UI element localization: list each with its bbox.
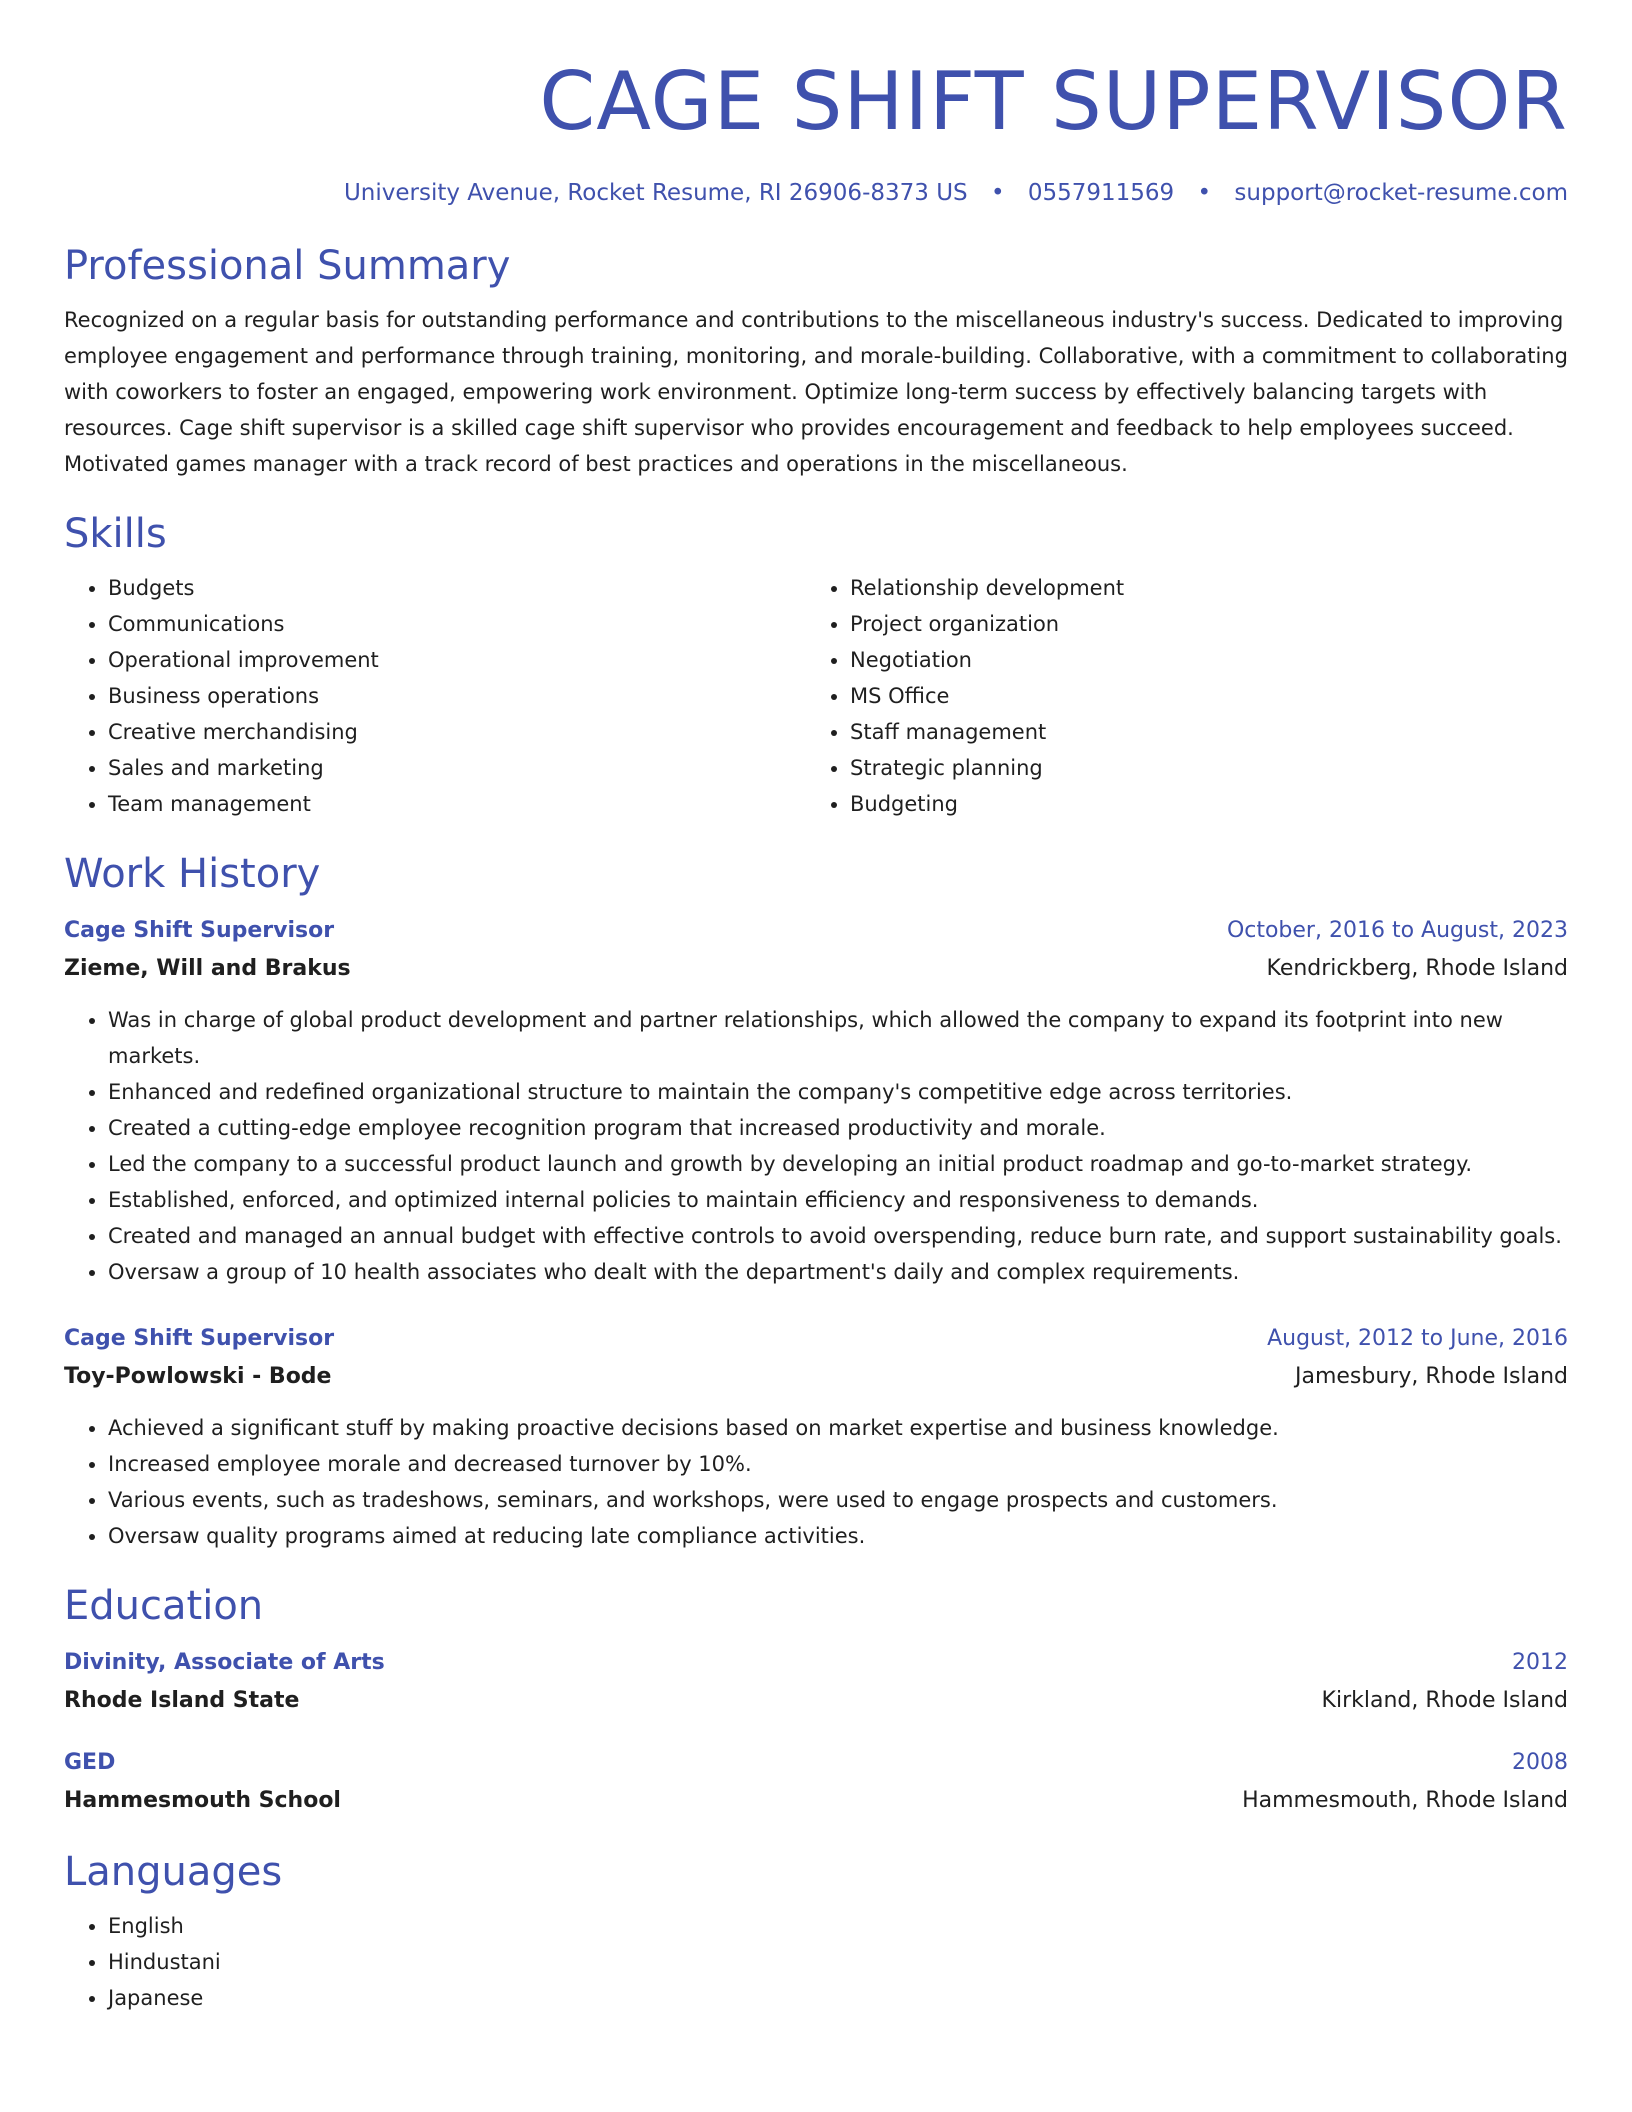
language-item: • Hindustani bbox=[108, 1944, 1568, 1980]
contact-separator: • bbox=[990, 180, 1005, 206]
section-title-skills: Skills bbox=[64, 511, 167, 557]
job-title-row bbox=[64, 912, 1568, 950]
skills-section bbox=[64, 508, 1568, 822]
contact-line bbox=[64, 176, 1568, 210]
job-bullets bbox=[64, 1410, 1568, 1554]
summary-section bbox=[64, 240, 1568, 482]
education-degree: GED bbox=[64, 1750, 116, 1775]
job-title-row bbox=[64, 1320, 1568, 1358]
skill-item: • Project organization bbox=[850, 606, 1548, 642]
skill-item: • Communications bbox=[108, 606, 806, 642]
job-bullet: • Oversaw quality programs aimed at reducing late compliance activities. bbox=[108, 1518, 1568, 1554]
skills-list-right bbox=[806, 570, 1548, 822]
job-company-row bbox=[64, 1358, 1568, 1396]
job-entry bbox=[64, 1320, 1568, 1554]
job-dates: October, 2016 to August, 2023 bbox=[1226, 918, 1568, 943]
education-year: 2008 bbox=[1512, 1750, 1568, 1775]
summary-text: Recognized on a regular basis for outstanding performance and contributions to the miscellaneous industry's success. Dedicated to improving employee engagement and performance through training, monitoring, and morale-building. Collaborative, with a commitment to collaborating with coworkers to foster an engaged, empowering work environment. Optimize long-term success by effectively balancing targets with resources. Cage shift supervisor is a skilled cage shift supervisor who provides encouragement and feedback to help employees succeed. Motivated games manager with a track record of best practices and operations in the miscellaneous. bbox=[64, 308, 1568, 476]
job-entry bbox=[64, 912, 1568, 1290]
job-title: Cage Shift Supervisor bbox=[64, 918, 335, 943]
skill-item: • Negotiation bbox=[850, 642, 1548, 678]
contact-separator: • bbox=[1197, 180, 1212, 206]
skill-item: • Budgeting bbox=[850, 786, 1548, 822]
languages-section bbox=[64, 1846, 1568, 2016]
language-item: • English bbox=[108, 1908, 1568, 1944]
contact-address: University Avenue, Rocket Resume, RI 26906-8373 US bbox=[343, 180, 968, 206]
job-bullet: • Was in charge of global product development and partner relationships, which allowed the company to expand its footprint into new markets. bbox=[108, 1002, 1568, 1074]
education-school-row bbox=[64, 1682, 1568, 1720]
skill-item: • Team management bbox=[108, 786, 806, 822]
skill-item: • Budgets bbox=[108, 570, 806, 606]
contact-email: support@rocket-resume.com bbox=[1234, 180, 1568, 206]
job-company: Zieme, Will and Brakus bbox=[64, 956, 351, 981]
education-degree-row bbox=[64, 1644, 1568, 1682]
section-title-education: Education bbox=[64, 1583, 264, 1629]
skill-item: • Staff management bbox=[850, 714, 1548, 750]
work-history-section bbox=[64, 848, 1568, 1554]
job-bullet: • Created and managed an annual budget with effective controls to avoid overspending, reduce burn rate, and support sustainability goals. bbox=[108, 1218, 1568, 1254]
skills-grid bbox=[64, 570, 1568, 822]
resume-header bbox=[64, 52, 1568, 210]
education-entry bbox=[64, 1644, 1568, 1720]
skill-item: • Creative merchandising bbox=[108, 714, 806, 750]
job-bullet: • Created a cutting-edge employee recognition program that increased productivity and morale. bbox=[108, 1110, 1568, 1146]
job-bullet: • Various events, such as tradeshows, seminars, and workshops, were used to engage prospects and customers. bbox=[108, 1482, 1568, 1518]
candidate-name: CAGE SHIFT SUPERVISOR bbox=[539, 55, 1568, 148]
education-school-row bbox=[64, 1782, 1568, 1820]
job-bullet: • Enhanced and redefined organizational structure to maintain the company's competitive edge across territories. bbox=[108, 1074, 1568, 1110]
job-company: Toy-Powlowski - Bode bbox=[64, 1364, 332, 1389]
education-entry bbox=[64, 1744, 1568, 1820]
education-location: Hammesmouth, Rhode Island bbox=[1242, 1788, 1568, 1813]
skill-item: • Sales and marketing bbox=[108, 750, 806, 786]
skill-item: • Business operations bbox=[108, 678, 806, 714]
section-title-work-history: Work History bbox=[64, 851, 321, 897]
skill-item: • Strategic planning bbox=[850, 750, 1548, 786]
job-bullet: • Established, enforced, and optimized internal policies to maintain efficiency and responsiveness to demands. bbox=[108, 1182, 1568, 1218]
job-bullet: • Oversaw a group of 10 health associates who dealt with the department's daily and complex requirements. bbox=[108, 1254, 1568, 1290]
job-bullet: • Increased employee morale and decreased turnover by 10%. bbox=[108, 1446, 1568, 1482]
job-bullets bbox=[64, 1002, 1568, 1290]
education-school: Hammesmouth School bbox=[64, 1788, 341, 1813]
contact-phone: 0557911569 bbox=[1027, 180, 1175, 206]
education-location: Kirkland, Rhode Island bbox=[1321, 1688, 1568, 1713]
education-degree: Divinity, Associate of Arts bbox=[64, 1650, 385, 1675]
languages-list bbox=[64, 1908, 1568, 2016]
education-year: 2012 bbox=[1512, 1650, 1568, 1675]
job-location: Kendrickberg, Rhode Island bbox=[1266, 956, 1568, 981]
job-dates: August, 2012 to June, 2016 bbox=[1267, 1326, 1568, 1351]
language-item: • Japanese bbox=[108, 1980, 1568, 2016]
skill-item: • MS Office bbox=[850, 678, 1548, 714]
skill-item: • Relationship development bbox=[850, 570, 1548, 606]
job-location: Jamesbury, Rhode Island bbox=[1295, 1364, 1568, 1389]
skills-list-left bbox=[64, 570, 806, 822]
section-title-languages: Languages bbox=[64, 1849, 283, 1895]
education-school: Rhode Island State bbox=[64, 1688, 300, 1713]
skill-item: • Operational improvement bbox=[108, 642, 806, 678]
education-degree-row bbox=[64, 1744, 1568, 1782]
education-section bbox=[64, 1580, 1568, 1820]
job-title: Cage Shift Supervisor bbox=[64, 1326, 335, 1351]
job-company-row bbox=[64, 950, 1568, 988]
section-title-summary: Professional Summary bbox=[64, 243, 511, 289]
job-bullet: • Led the company to a successful product launch and growth by developing an initial product roadmap and go-to-market strategy. bbox=[108, 1146, 1568, 1182]
job-bullet: • Achieved a significant stuff by making proactive decisions based on market expertise and business knowledge. bbox=[108, 1410, 1568, 1446]
